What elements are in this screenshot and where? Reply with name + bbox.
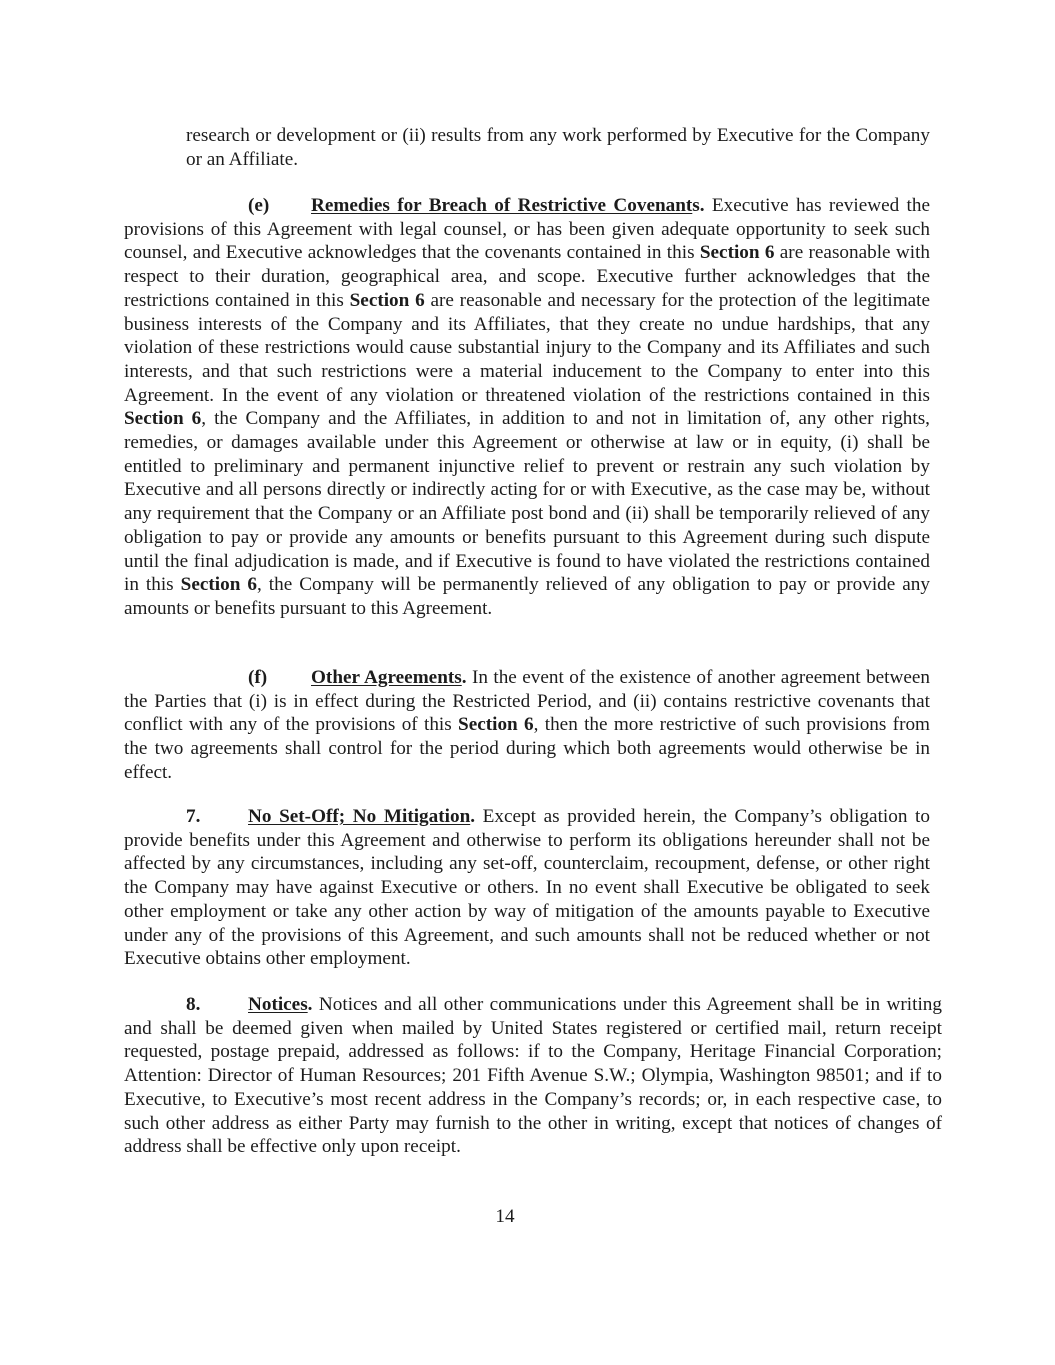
section-f-heading-tail: . <box>461 667 467 688</box>
section-e-heading-tail: s. <box>692 195 705 216</box>
section-7-body: Except as provided herein, the Company’s obligation to provide benefits under this Agreement and otherwise to perform its obligations hereunder shall not be affected by any circumstances, including any set-off, counterclaim, recoupment, defense, or other right the Company may have against Executive or others. In no event shall Executive be obligated to seek other employment or take any other action by way of mitigation of the amounts payable to Executive under any of the provisions of this Agreement, and such amounts shall not be reduced whether or not Executive obtains other employment. <box>124 806 930 970</box>
section-8-body: Notices and all other communications under this Agreement shall be in writing and shall be deemed given when mailed by United States registered or certified mail, return receipt requested, postage prepaid, addressed as follows: if to the Company, Heritage Financial Corporation; Attention: Director of Human Resources; 201 Fifth Avenue S.W.; Olympia, Washington 98501; and if to Executive, to Executive’s most recent address in the Company’s records; or, in each respective case, to such other address as either Party may furnish to the other in writing, except that notices of changes of address shall be effective only upon receipt. <box>124 994 942 1158</box>
section-reference: Section 6 <box>180 574 257 596</box>
section-8-heading: Notices <box>248 994 308 1015</box>
section-f-text-1: In the event of the existence of another agreement between the Parties that (i) is in effect during the Restricted Period, and (ii) contains restrictive covenants that conflict with any of the provisions of this <box>124 667 930 736</box>
section-e-number: (e) <box>248 195 270 216</box>
section-e-text-4: , the Company and the Affiliates, in addition to and not in limitation of, any other rights, remedies, or damages available under this Agreement or otherwise at law or in equity, (i) shall be entitled to preliminary and permanent injunctive relief to prevent or restrain any such violation by Executive and all persons directly or indirectly acting for or with Executive, as the case may be, without any requirement that the Company or an Affiliate post bond and (ii) shall be temporarily relieved of any obligation to pay or provide any amounts or benefits pursuant to this Agreement during such dispute until the final adjudication is made, and if Executive is found to have violated the restrictions contained in this <box>124 408 930 596</box>
section-8-heading-tail: . <box>307 994 313 1015</box>
section-reference: Section 6 <box>458 714 534 736</box>
section-reference: Section 6 <box>699 242 775 264</box>
section-reference: Section 6 <box>349 289 425 311</box>
section-e-text-2: are reasonable with respect to their duration, geographical area, and scope. Executive further acknowledges that the restrictions contained in this <box>124 242 930 311</box>
section-e-text-1: Executive has reviewed the provisions of this Agreement with legal counsel, or has been given adequate opportunity to seek such counsel, and Executive acknowledges that the covenants contained in this <box>124 195 930 264</box>
section-reference: Section 6 <box>124 408 202 430</box>
section-8-number: 8. <box>186 994 201 1015</box>
section-7-number: 7. <box>186 806 201 827</box>
section-e-heading: Remedies for Breach of Restrictive Covenant <box>311 195 693 216</box>
section-e-text-3: are reasonable and necessary for the protection of the legitimate business interests of the Company and its Affiliates, that they create no undue hardships, that any violation of these restrictions would cause substantial injury to the Company and its Affiliates and such interests, and that such restrictions were a material inducement to the Company to enter into this Agreement. In the event of any violation or threatened violation of the restrictions contained in this <box>124 289 930 406</box>
section-e-text-5: , the Company will be permanently relieved of any obligation to pay or provide any amounts or benefits pursuant to this Agreement. <box>124 574 930 619</box>
section-f-paragraph <box>124 666 930 785</box>
page-number: 14 <box>495 1206 515 1227</box>
section-f-number: (f) <box>248 667 268 688</box>
section-7-heading: No Set-Off; No Mitigation <box>248 806 471 827</box>
section-8-paragraph <box>124 993 942 1159</box>
section-7-heading-tail: . <box>470 806 476 827</box>
section-e-paragraph <box>124 194 930 621</box>
section-f-heading: Other Agreements <box>311 667 462 688</box>
continuation-paragraph <box>186 124 930 171</box>
section-7-paragraph <box>124 805 930 971</box>
continuation-text: research or development or (ii) results from any work performed by Executive for the Company or an Affiliate. <box>186 125 930 170</box>
section-f-text-2: , then the more restrictive of such provisions from the two agreements shall control for the period during which both agreements would otherwise be in effect. <box>124 714 930 783</box>
